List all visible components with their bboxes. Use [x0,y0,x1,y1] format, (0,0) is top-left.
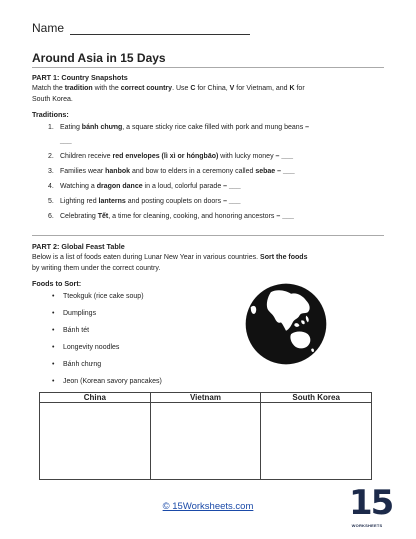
answer-blank[interactable]: – ___ [275,168,295,175]
15-worksheets-logo [349,483,393,531]
list-item: • Bánh chưng [52,361,102,368]
answer-cell-south-korea[interactable] [261,403,372,480]
list-item: 5. Lighting red lanterns and posting couplets on doors – ___ [48,198,241,205]
instr-text: Match the [32,85,65,92]
instr-bold-v: V [229,85,235,92]
title-divider [32,67,384,68]
instr-text: for China, [195,85,230,92]
instr-bold-k: K [289,85,295,92]
part2-heading: PART 2: Global Feast Table [32,242,125,251]
sorting-table [39,392,372,480]
list-item: • Tteokguk (rice cake soup) [52,293,144,300]
instr-text: . Use [172,85,191,92]
answer-blank[interactable]: – ___ [223,183,241,190]
answer-cell-china[interactable] [40,403,151,480]
name-label: Name [32,21,65,35]
instr-line2: South Korea. [32,95,73,103]
traditions-label: Traditions: [32,110,69,119]
part2-instructions: Below is a list of foods eaten during Lunar New Year in various countries. Sort the foods by writing them under the correct country. [32,254,308,272]
logo-text: WORKSHEETS [351,523,383,528]
part1-heading: PART 1: Country Snapshots [32,73,128,82]
answer-blank[interactable]: – ___ [276,213,294,220]
logo-number: 15 [349,483,393,523]
globe-asia-australia-icon [244,282,328,366]
list-item: 6. Celebrating Tết, a time for cleaning, cooking, and honoring ancestors – ___ [48,213,294,220]
column-header-south-korea: South Korea [261,393,372,403]
list-item: 3. Families wear hanbok and bow to elders in a ceremony called sebae – ___ [48,168,295,175]
worksheet-title: Around Asia in 15 Days [32,51,166,65]
section-divider [32,235,384,236]
copyright-link[interactable]: © 15Worksheets.com [162,501,254,512]
list-item: • Jeon (Korean savory pancakes) [52,378,162,385]
name-field-row [32,21,250,35]
instr-text: for [294,85,305,92]
list-item: 4. Watching a dragon dance in a loud, colorful parade – ___ [48,183,241,190]
list-item: 2. Children receive red envelopes (lì xì or hóngbāo) with lucky money – ___ [48,153,294,160]
answer-blank[interactable]: – ___ [275,153,294,160]
answer-cell-vietnam[interactable] [150,403,261,480]
answer-blank[interactable]: – ___ [223,198,241,205]
instr-bold-country: correct country [120,85,173,92]
part1-instructions [32,84,392,105]
instr-text: for Vietnam, and [234,85,290,92]
list-item: • Dumplings [52,310,97,317]
foods-list [52,293,242,393]
instr-text: with the [92,85,121,92]
foods-label: Foods to Sort: [32,279,82,288]
traditions-list [48,124,388,224]
column-header-vietnam: Vietnam [150,393,261,403]
answer-blank[interactable]: ___ [60,138,72,145]
list-item: • Longevity noodles [52,344,120,351]
list-item: • Bánh tét [52,327,90,334]
list-item: 1. Eating bánh chưng, a square sticky rice cake filled with pork and mung beans – [48,124,310,131]
column-header-china: China [40,393,151,403]
instr-bold-c: C [190,85,196,92]
name-line[interactable] [70,24,250,35]
instr-bold-tradition: tradition [64,85,93,92]
